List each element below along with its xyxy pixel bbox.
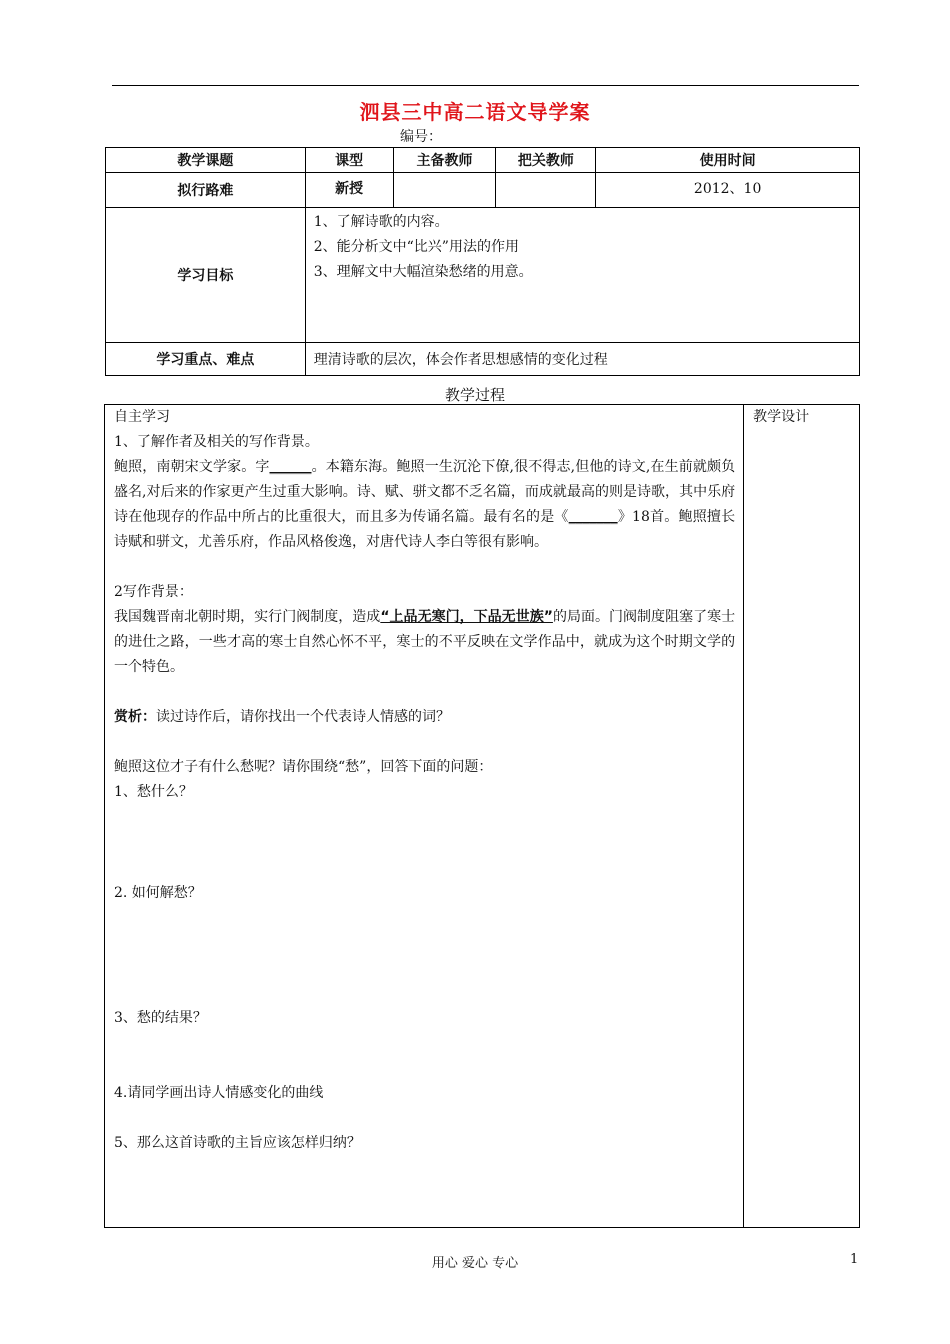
goal-item: 1、了解诗歌的内容。 bbox=[313, 214, 449, 230]
page-number: 1 bbox=[850, 1252, 859, 1267]
footer-motto: 用心 爱心 专心 bbox=[431, 1256, 519, 1271]
page-title: 泗县三中高二语文导学案 bbox=[359, 100, 591, 124]
question-intro: 鲍照这位才子有什么愁呢？请你围绕“愁”，回答下面的问题： bbox=[114, 759, 493, 775]
question-4: 4.请同学画出诗人情感变化的曲线 bbox=[114, 1085, 324, 1101]
time-cell: 2012、10 bbox=[596, 173, 860, 208]
background-paragraph: 我国魏晋南北朝时期，实行门阀制度，造成“上品无寒门，下品无世族”的局面。门阀制度阻塞了寒士的进仕之路，一些才高的寒士自然心怀不平，寒士的不平反映在文学作品中，就成为这个时期文学的一个特色。 bbox=[114, 609, 736, 675]
top-rule bbox=[112, 85, 859, 86]
header-main-teacher: 主备教师 bbox=[393, 148, 496, 173]
design-heading: 教学设计 bbox=[753, 409, 810, 425]
question-2: 2. 如何解愁？ bbox=[114, 885, 202, 901]
blank-style-name[interactable]: ______ bbox=[269, 459, 312, 475]
main-teacher-cell bbox=[393, 173, 496, 208]
quote-highlight: “上品无寒门，下品无世族” bbox=[380, 609, 553, 625]
goal-item: 3、理解文中大幅渲染愁绪的用意。 bbox=[313, 264, 533, 280]
header-check-teacher: 把关教师 bbox=[496, 148, 596, 173]
key-label: 学习重点、难点 bbox=[106, 343, 306, 376]
section2-title: 2写作背景： bbox=[114, 584, 193, 600]
header-time: 使用时间 bbox=[596, 148, 860, 173]
section1-title: 1、了解作者及相关的写作背景。 bbox=[114, 434, 319, 450]
process-title: 教学过程 bbox=[444, 386, 505, 404]
answer-space-1[interactable] bbox=[114, 805, 735, 881]
goals-cell bbox=[305, 208, 859, 343]
process-table bbox=[104, 404, 860, 1228]
appreciation-line: 赏析：读过诗作后，请你找出一个代表诗人情感的词？ bbox=[114, 709, 450, 725]
check-teacher-cell bbox=[496, 173, 596, 208]
type-cell: 新授 bbox=[305, 173, 393, 208]
blank-work-title[interactable]: _______ bbox=[568, 509, 618, 525]
goal-item: 2、能分析文中“比兴”用法的作用 bbox=[313, 239, 519, 255]
answer-space-2[interactable] bbox=[114, 906, 735, 1006]
author-paragraph: 鲍照，南朝宋文学家。字______。本籍东海。鲍照一生沉沦下僚,很不得志,但他的诗文,在生前就颇负盛名,对后来的作家更产生过重大影响。诗、赋、骈文都不乏名篇，而成就最高的则是诗歌，其中乐府诗在他现存的作品中所占的比重很大，而且多为传诵名篇。最有名的是《_______》18首。鲍照擅长诗赋和骈文，尤善乐府，作品风格俊逸，对唐代诗人李白等很有影响。 bbox=[114, 459, 736, 550]
header-type: 课型 bbox=[305, 148, 393, 173]
answer-space-3[interactable] bbox=[114, 1031, 735, 1081]
goals-label: 学习目标 bbox=[106, 208, 306, 343]
topic-cell: 拟行路难 bbox=[106, 173, 306, 208]
question-3: 3、愁的结果？ bbox=[114, 1010, 207, 1026]
self-study-heading: 自主学习 bbox=[114, 409, 170, 425]
key-text: 理清诗歌的层次，体会作者思想感情的变化过程 bbox=[305, 343, 859, 376]
question-5: 5、那么这首诗歌的主旨应该怎样归纳？ bbox=[114, 1135, 361, 1151]
info-table bbox=[105, 147, 860, 376]
header-topic: 教学课题 bbox=[106, 148, 306, 173]
appreciation-label: 赏析： bbox=[114, 709, 156, 725]
question-1: 1、愁什么？ bbox=[114, 784, 193, 800]
serial-number-label: 编号： bbox=[400, 129, 442, 145]
design-cell bbox=[744, 405, 860, 1228]
self-study-cell bbox=[105, 405, 744, 1228]
